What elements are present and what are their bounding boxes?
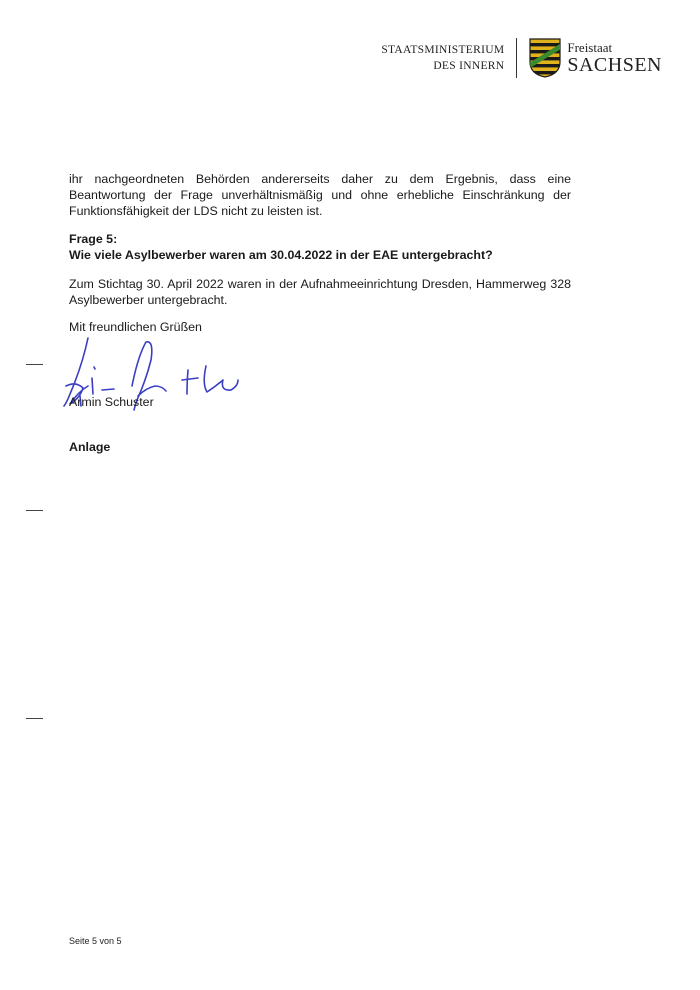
signer-name: Armin Schuster xyxy=(69,395,154,409)
question-block xyxy=(69,231,571,263)
state-line-1: Freistaat xyxy=(567,40,613,55)
fold-mark xyxy=(26,718,43,719)
state-name xyxy=(567,41,662,75)
ministry-line-2: DES INNERN xyxy=(433,60,505,72)
fold-mark xyxy=(26,364,43,365)
paragraph-conclusion: ihr nachgeordneten Behörden andererseits daher zu dem Ergebnis, dass eine Beantwortung der Frage unverhältnismäßig und ohne erhebliche Einschränkung der Funktionsfähigkeit der LDS nicht zu leisten ist. xyxy=(69,172,571,218)
question-label: Frage 5: xyxy=(69,232,118,246)
ministry-line-1: STAATSMINISTERIUM xyxy=(381,44,505,56)
letterhead xyxy=(381,38,662,78)
answer-paragraph: Zum Stichtag 30. April 2022 waren in der Aufnahmeeinrichtung Dresden, Hammerweg 328 Asylbewerber untergebracht. xyxy=(69,277,571,307)
page-number: Seite 5 von 5 xyxy=(69,936,122,946)
attachment-label: Anlage xyxy=(69,440,111,454)
letterhead-divider xyxy=(516,38,517,78)
closing-greeting: Mit freundlichen Grüßen xyxy=(69,320,202,334)
ministry-name xyxy=(381,42,516,74)
state-line-2: SACHSEN xyxy=(567,54,662,76)
saxony-crest-icon xyxy=(529,38,561,78)
question-text: Wie viele Asylbewerber waren am 30.04.2022 in der EAE untergebracht? xyxy=(69,248,493,262)
punch-mark xyxy=(26,510,43,511)
